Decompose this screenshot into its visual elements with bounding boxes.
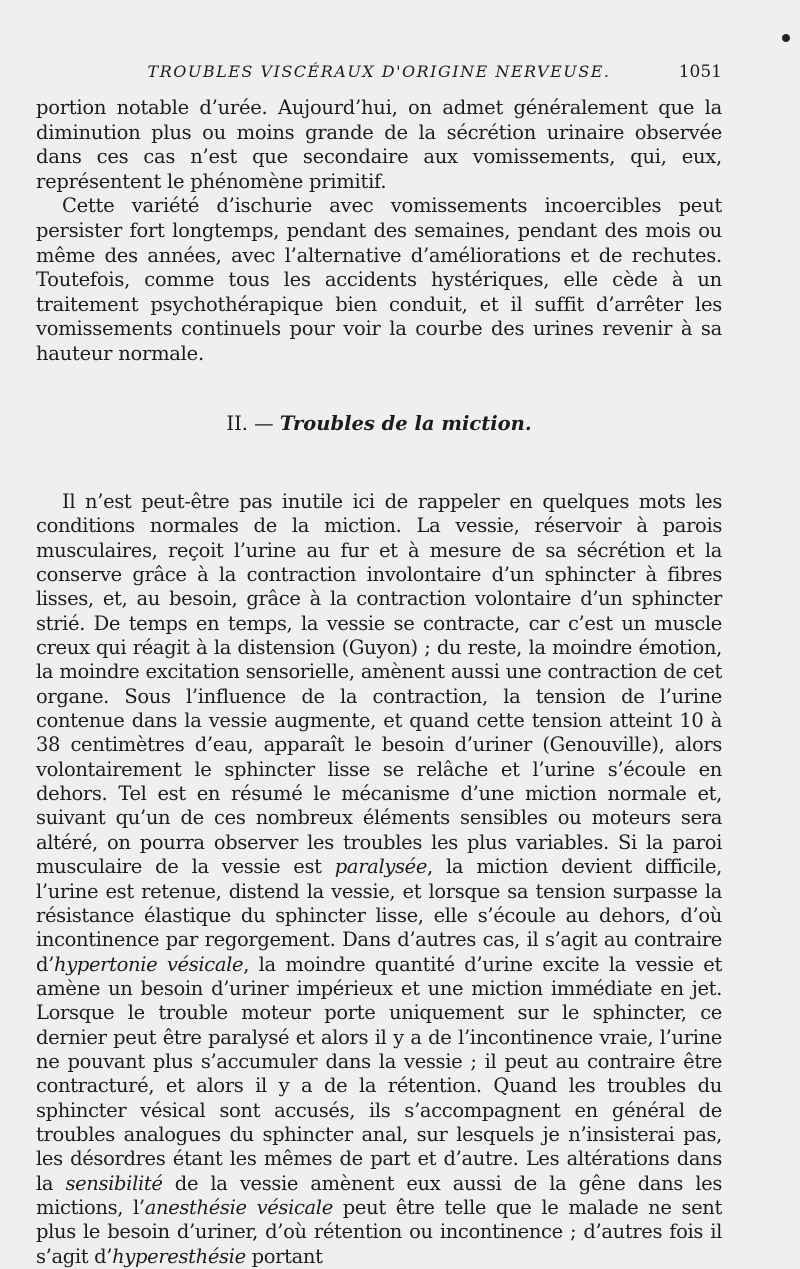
emphasis: anesthésie vésicale (144, 1195, 333, 1219)
text-run: , la miction devient difficile, l’urine est retenue, distend la vessie, et lorsque sa tension surpasse la résistance élastique du sphincter lisse, elle s’écoule au dehors, d’où incontinence par regorgement. Dans d’autres cas, il s’agit au contraire d’ (36, 855, 722, 976)
emphasis: hypertonie vésicale (53, 952, 244, 976)
text-run: Il n’est peut-être pas inutile ici de rappeler en quelques mots les conditions normales de la miction. La vessie, réservoir à parois musculaires, reçoit l’urine au fur et à mesure de sa sécrétion et la conserve grâce à la contraction involontaire d’un sphincter à fibres lisses, et, au besoin, grâce à la contraction volontaire d’un sphincter strié. De temps en temps, la vessie se contracte, car c’est un muscle creux qui réagit à la distension (Guyon) ; du reste, la moindre émotion, la moindre excitation sensorielle, amènent aussi une contraction de cet organe. Sous l’influence de la contraction, la tension de l’urine contenue dans la vessie augmente, et quand cette tension atteint 10 à 38 centimètres d’eau, apparaît le besoin d’uriner (Genouville), alors volontairement le sphincter lisse se relâche et l’urine s’écoule en dehors. Tel est en résumé le mécanisme d’une miction normale et, suivant qu’un de ces nombreux éléments sensibles ou moteurs sera altéré, on pourra observer les troubles les plus variables. Si la paroi musculaire de la vessie est (36, 490, 722, 879)
text-run: de la vessie amènent eux aussi de la gêne dans les mictions, l’ (36, 1171, 722, 1219)
emphasis: hyperesthésie (112, 1244, 246, 1268)
running-title: TROUBLES VISCÉRAUX D'ORIGINE NERVEUSE. (147, 62, 611, 81)
page-number: 1051 (678, 62, 722, 82)
ink-dot (782, 34, 790, 42)
paragraph: portion notable d’urée. Aujourd’hui, on admet généralement que la diminution plus ou moins grande de la sécrétion urinaire observée dans ces cas n’est que secondaire aux vomissements, qui, eux, représentent le phénomène primitif. (36, 96, 722, 193)
emphasis: paralysée (334, 855, 428, 879)
paragraph: Cette variété d’ischurie avec vomissements incoercibles peut persister fort longtemps, pendant des semaines, pendant des mois ou même des années, avec l’alternative d’améliorations et de rechutes. Toutefois, comme tous les accidents hystériques, elle cède à un traitement psychothérapique bien conduit, et il suffit d’arrêter les vomissements continuels pour voir la courbe des urines revenir à sa hauteur normale. (36, 194, 722, 365)
paragraph (36, 490, 722, 1269)
body-text-bottom (36, 490, 722, 1269)
text-run: portant (245, 1244, 323, 1268)
body-text-top (36, 96, 722, 367)
text-run: peut être telle que le malade ne sent plus le besoin d’uriner, d’où rétention ou incontinence ; d’autres fois il s’agit d’ (36, 1195, 722, 1268)
emphasis: sensibilité (65, 1171, 163, 1195)
running-head (36, 62, 722, 88)
section-heading (36, 412, 722, 435)
text-run: , la moindre quantité d’urine excite la vessie et amène un besoin d’uriner impérieux et une miction immédiate en jet. Lorsque le trouble moteur porte uniquement sur le sphincter, ce dernier peut être paralysé et alors il y a de l’incontinence vraie, l’urine ne pouvant plus s’accumuler dans la vessie ; il peut au contraire être contracturé, et alors il y a de la rétention. Quand les troubles du sphincter vésical sont accusés, ils s’accompagnent en général de troubles analogues du sphincter anal, sur lesquels je n’insisterai pas, les désordres étant les mêmes de part et d’autre. Les altérations dans la (36, 952, 722, 1195)
section-title: Troubles de la miction. (279, 412, 532, 435)
section-number: II. — (226, 412, 274, 435)
